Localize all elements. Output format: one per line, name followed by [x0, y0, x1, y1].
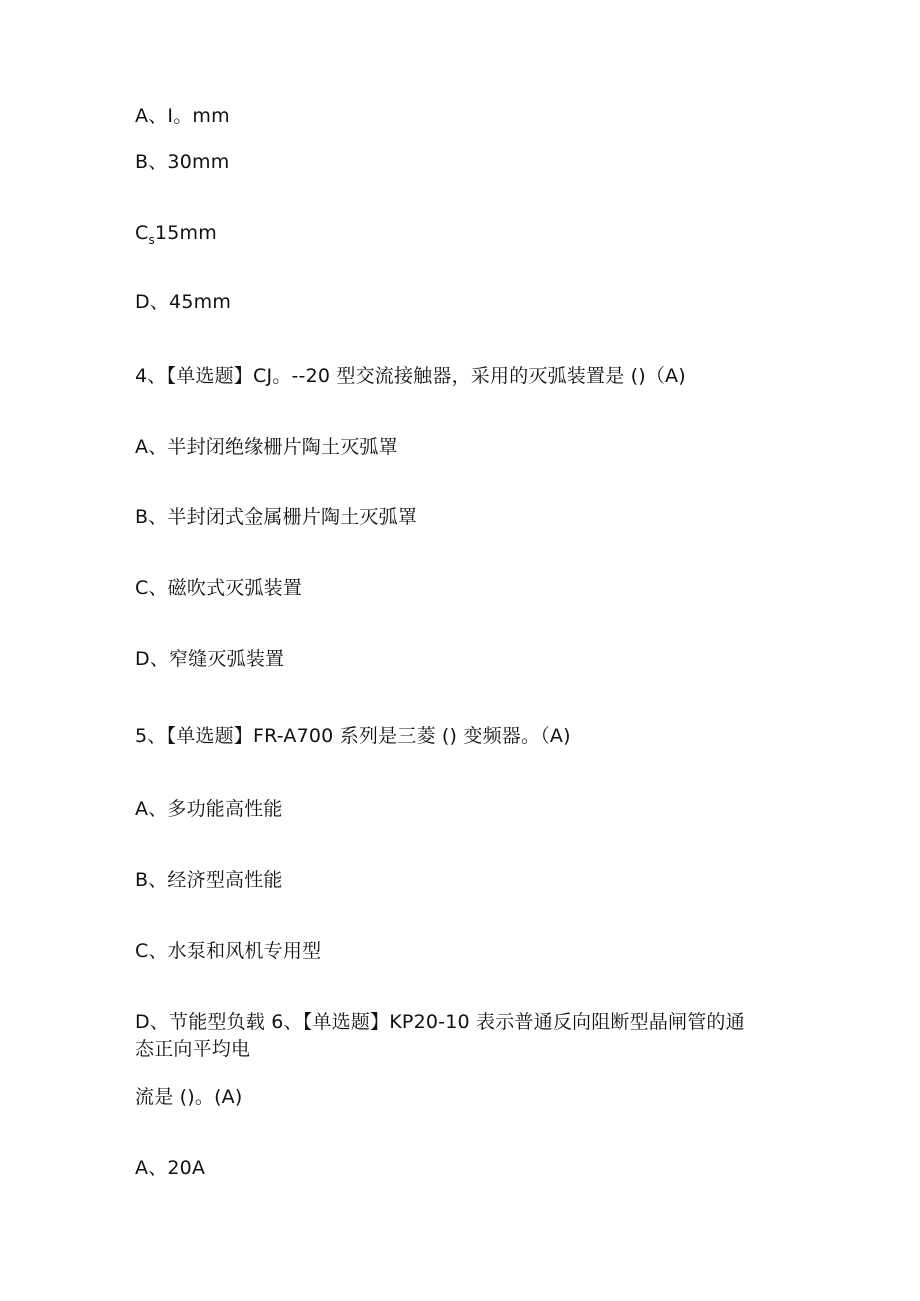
option-c-q3 [135, 220, 217, 248]
option-c-q4: C、磁吹式灭弧装置 [135, 577, 303, 599]
option-c-sub: s [148, 233, 155, 247]
question-5: 5、【单选题】FR-A700 系列是三菱 () 变频器。（A) [135, 725, 571, 747]
option-a-q5: A、多功能高性能 [135, 798, 283, 820]
option-b-q4: B、半封闭式金属栅片陶土灭弧罩 [135, 506, 418, 528]
option-d-q3: D、45mm [135, 291, 232, 313]
question-6-cont-2: 流是 ()。(A) [135, 1086, 243, 1108]
option-a-q3: A、I。mm [135, 105, 230, 127]
option-a-q6: A、20A [135, 1157, 206, 1179]
option-a-q4: A、半封闭绝缘栅片陶土灭弧罩 [135, 436, 398, 458]
option-b-q3: B、30mm [135, 151, 230, 173]
option-c-text: 15mm [154, 222, 217, 244]
question-6-cont: 态正向平均电 [135, 1038, 251, 1060]
question-4: 4、【单选题】CJ。--20 型交流接触器，采用的灭弧装置是 ()（A) [135, 365, 686, 387]
option-d-q4: D、窄缝灭弧装置 [135, 648, 285, 670]
option-b-q5: B、经济型高性能 [135, 869, 283, 891]
option-d-q5-question-6: D、节能型负载 6、【单选题】KP20-10 表示普通反向阻断型晶闸管的通 [135, 1011, 745, 1033]
option-c-q5: C、水泵和风机专用型 [135, 940, 322, 962]
option-c-prefix: C [135, 222, 149, 244]
